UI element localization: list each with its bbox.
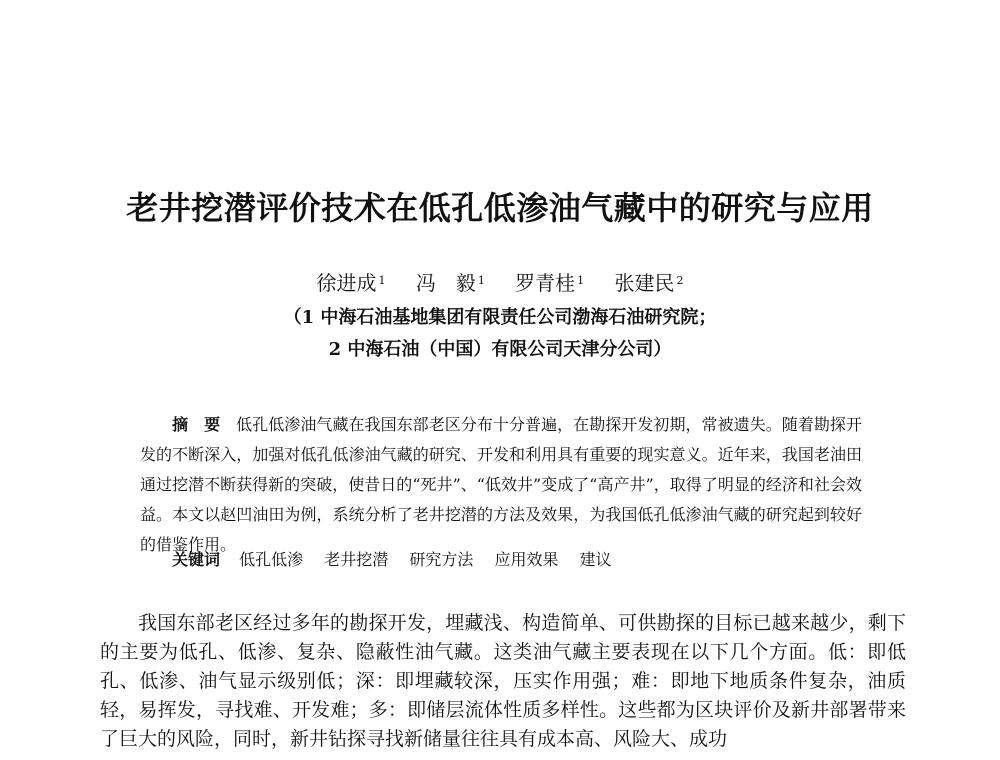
author-name: 徐进成 — [316, 271, 377, 295]
body-paragraph: 我国东部老区经过多年的勘探开发，埋藏浅、构造简单、可供勘探的目标已越来越少，剩下的主要为低孔、低渗、复杂、隐蔽性油气藏。这类油气藏主要表现在以下几个方面。低：即低孔、低渗、油气显示级别低；深：即埋藏较深，压实作用强；难：即地下地质条件复杂，油质轻，易挥发，寻找难、开发难；多：即储层流体性质多样性。这些都为区块评价及新井部署带来了巨大的风险，同时，新井钻探寻找新储量往往具有成本高、风险大、成功 — [100, 612, 906, 750]
author-affiliation-mark: 2 — [676, 274, 684, 287]
keyword: 研究方法 — [409, 550, 474, 569]
abstract-label: 摘 要 — [172, 415, 221, 434]
author-list — [0, 270, 1000, 296]
author — [515, 270, 584, 296]
keyword: 低孔低渗 — [239, 550, 304, 569]
paper-title: 老井挖潜评价技术在低孔低渗油气藏中的研究与应用 — [126, 189, 874, 227]
abstract — [140, 410, 862, 560]
author-affiliation-mark: 1 — [477, 274, 485, 287]
author-affiliation-mark: 1 — [577, 274, 585, 287]
keywords — [172, 545, 872, 575]
keyword: 应用效果 — [494, 550, 559, 569]
abstract-text: 低孔低渗油气藏在我国东部老区分布十分普遍，在勘探开发初期，常被遗失。随着勘探开发的不断深入，加强对低孔低渗油气藏的研究、开发和利用具有重要的现实意义。近年来，我国老油田通过挖潜不断获得新的突破，使昔日的“死井”、“低效井”变成了“高产井”，取得了明显的经济和社会效益。本文以赵凹油田为例，系统分析了老井挖潜的方法及效果，为我国低孔低渗油气藏的研究起到较好的借鉴作用。 — [140, 415, 862, 554]
author — [316, 270, 385, 296]
author-name: 张建民 — [614, 271, 675, 295]
author-affiliation-mark: 1 — [378, 274, 386, 287]
author — [416, 270, 485, 296]
affiliation-line: （1 中海石油基地集团有限责任公司渤海石油研究院； — [283, 307, 717, 328]
affiliation-line: 2 中海石油（中国）有限公司天津分公司） — [328, 339, 672, 360]
author-name: 罗青桂 — [515, 271, 576, 295]
keyword: 建议 — [579, 550, 612, 569]
keyword: 老井挖潜 — [324, 550, 389, 569]
keywords-label: 关键词 — [172, 550, 221, 569]
author-name: 冯 毅 — [415, 271, 476, 295]
author — [615, 270, 684, 296]
